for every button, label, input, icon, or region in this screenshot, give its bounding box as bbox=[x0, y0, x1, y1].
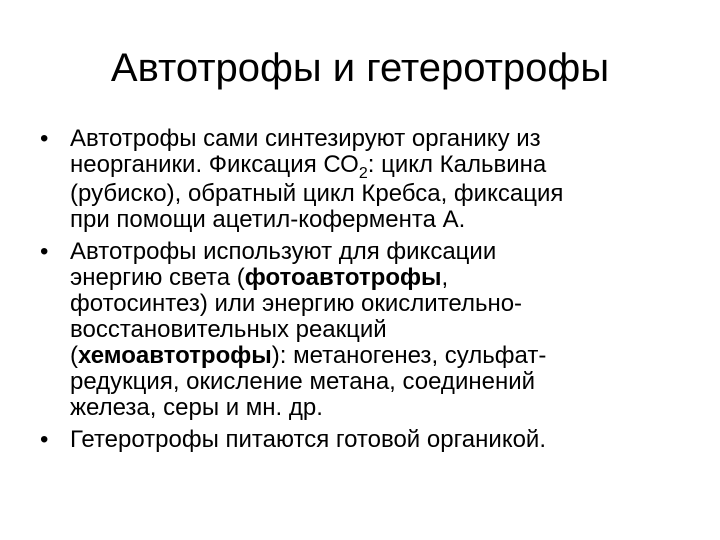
bullet-text bbox=[70, 126, 700, 233]
bullet-text bbox=[70, 427, 700, 453]
bullet-line: при помощи ацетил-кофермента А. bbox=[70, 206, 466, 233]
bullet-line: железа, серы и мн. др. bbox=[70, 394, 323, 421]
text-fragment: ): метаногенез, сульфат- bbox=[271, 342, 547, 369]
subscript: 2 bbox=[358, 165, 368, 182]
text-fragment: ( bbox=[70, 342, 78, 369]
text-fragment: : цикл Кальвина bbox=[367, 151, 547, 178]
bullet-line: (рубиско), обратный цикл Кребса, фиксация bbox=[70, 180, 564, 207]
bullet-line: фотосинтез) или энергию окислительно- bbox=[70, 290, 523, 317]
bullet-item-autotrophs-synthesis bbox=[40, 126, 700, 233]
bullet-item-autotrophs-energy bbox=[40, 239, 700, 421]
bullet-line-co2 bbox=[70, 152, 700, 181]
bullet-line-chemoautotrophs bbox=[70, 343, 700, 369]
bullet-marker: • bbox=[40, 426, 49, 453]
bullet-line: Автотрофы сами синтезируют органику из bbox=[70, 125, 541, 152]
bold-term-photoautotrophs: фотоавтотрофы bbox=[244, 264, 442, 291]
bullet-item-heterotrophs bbox=[40, 427, 700, 453]
text-fragment: энергию света ( bbox=[70, 264, 245, 291]
bullet-line: редукция, окисление метана, соединений bbox=[70, 368, 536, 395]
bullet-line-photoautotrophs bbox=[70, 265, 700, 291]
text-fragment: , bbox=[441, 264, 449, 291]
bullet-line: Автотрофы используют для фиксации bbox=[70, 238, 497, 265]
bullet-text bbox=[70, 239, 700, 421]
bullet-marker: • bbox=[40, 125, 49, 152]
bullet-marker: • bbox=[40, 238, 49, 265]
bold-term-chemoautotrophs: хемоавтотрофы bbox=[78, 342, 272, 369]
bullet-line: восстановительных реакций bbox=[70, 316, 387, 343]
text-fragment: неорганики. Фиксация СО bbox=[70, 151, 359, 178]
slide-title: Автотрофы и гетеротрофы bbox=[110, 46, 610, 90]
bullet-list bbox=[40, 126, 700, 459]
bullet-line: Гетеротрофы питаются готовой органикой. bbox=[70, 426, 547, 453]
